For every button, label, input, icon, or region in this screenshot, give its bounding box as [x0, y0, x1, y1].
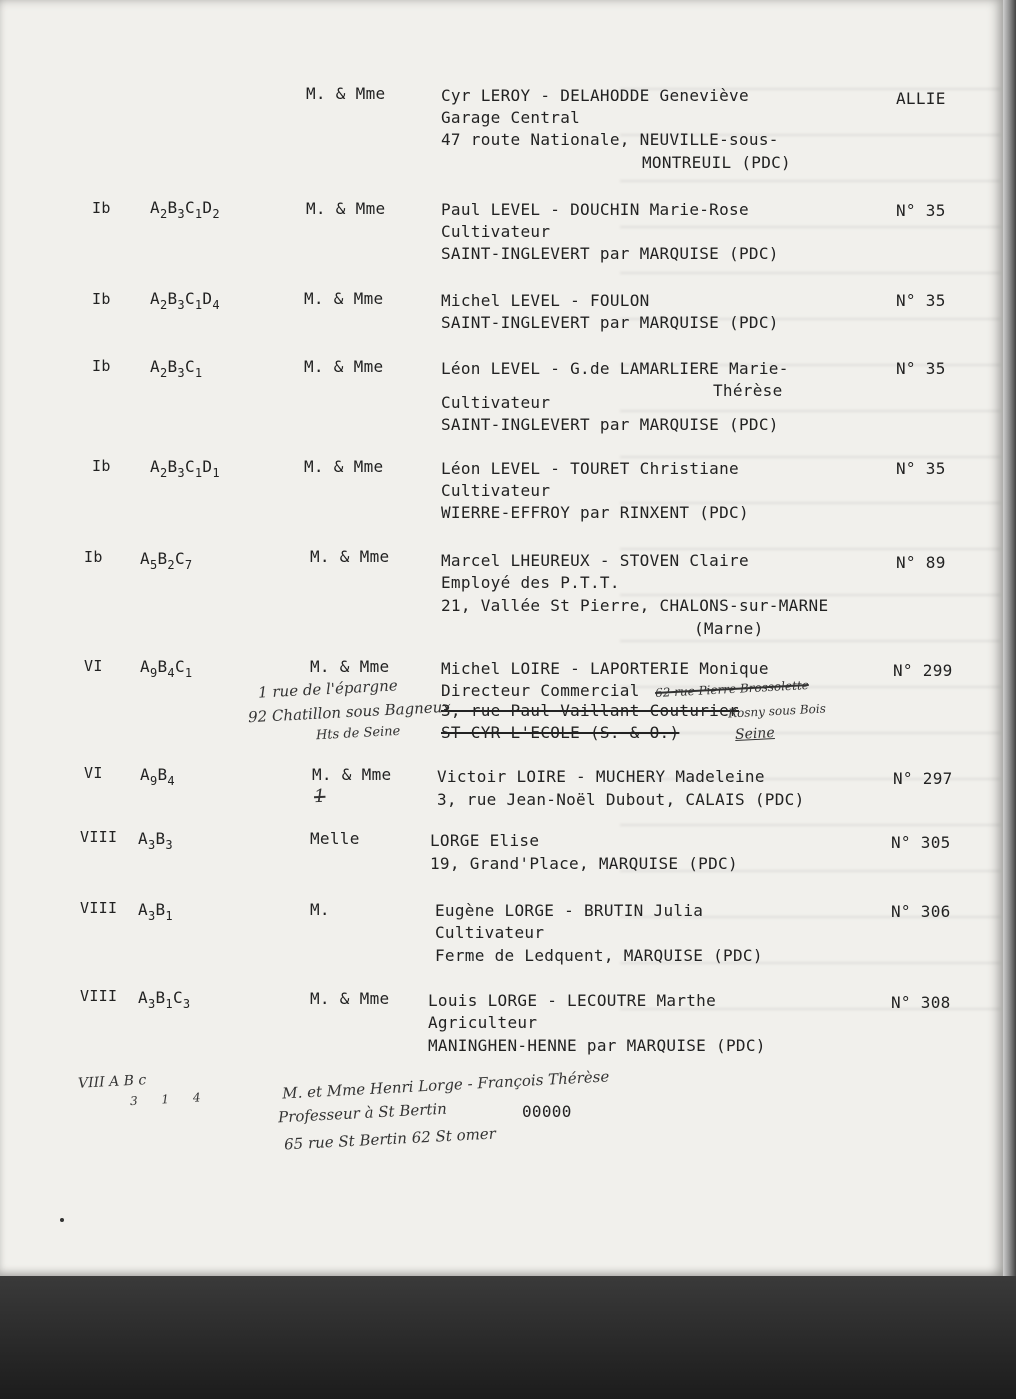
- entry-occupation: Cultivateur: [441, 481, 551, 500]
- scan-shadow: [0, 1276, 1016, 1399]
- entry-roman: Ib: [92, 290, 111, 308]
- entry-code: $A_3B_1C_3$: [138, 988, 191, 1011]
- entry-name: Cyr LEROY - DELAHODDE Geneviève: [441, 86, 749, 105]
- entry-number: N° 299: [893, 661, 953, 680]
- entry-occupation: Cultivateur: [435, 923, 545, 942]
- entry-address: SAINT-INGLEVERT par MARQUISE (PDC): [441, 415, 779, 434]
- entry-roman: Ib: [92, 457, 111, 475]
- entry-address: 47 route Nationale, NEUVILLE-sous-: [441, 130, 779, 149]
- entry-occupation: Directeur Commercial: [441, 681, 640, 700]
- entry-roman: Ib: [84, 548, 103, 566]
- entry-number: N° 35: [896, 291, 946, 310]
- handwritten-code: VIII A B c: [77, 1072, 147, 1092]
- salutation: Melle: [310, 829, 360, 848]
- entry-roman: VI: [84, 657, 103, 675]
- entry-name: Léon LEVEL - TOURET Christiane: [441, 459, 739, 478]
- entry-roman: Ib: [92, 199, 111, 217]
- handwritten-code-subs: 3 1 4: [129, 1089, 211, 1109]
- entry-address: Ferme de Ledquent, MARQUISE (PDC): [435, 946, 763, 965]
- handwritten-address: 65 rue St Bertin 62 St omer: [283, 1124, 497, 1154]
- handwritten-number: 00000: [522, 1102, 572, 1121]
- entry-roman: VIII: [80, 828, 118, 846]
- entry-code: $A_3B_3$: [138, 829, 173, 852]
- entry-code: $A_2B_3C_1$: [150, 357, 203, 380]
- entry-code: $A_9B_4$: [140, 765, 175, 788]
- entry-occupation: Garage Central: [441, 108, 581, 127]
- salutation: M. & Mme: [310, 657, 390, 676]
- entry-roman: VI: [84, 764, 103, 782]
- entry-code: $A_2B_3C_1D_2$: [150, 198, 220, 221]
- handwritten-address-e: Rosny sous Bois: [727, 701, 827, 721]
- entry-name: Eugène LORGE - BRUTIN Julia: [435, 901, 704, 920]
- entry-occupation: Employé des P.T.T.: [441, 573, 620, 592]
- entry-address-cont: (Marne): [694, 619, 764, 638]
- entry-code: $A_2B_3C_1D_4$: [150, 289, 220, 312]
- entry-address: 19, Grand'Place, MARQUISE (PDC): [430, 854, 738, 873]
- salutation: M. & Mme: [306, 199, 386, 218]
- entry-roman: VIII: [80, 899, 118, 917]
- entry-address: SAINT-INGLEVERT par MARQUISE (PDC): [441, 313, 779, 332]
- handwritten-address-f: Seine: [734, 724, 776, 744]
- entry-code: $A_3B_1$: [138, 900, 173, 923]
- handwritten-address-a: 1 rue de l'épargne: [257, 676, 399, 702]
- salutation: M. & Mme: [310, 547, 390, 566]
- entry-address: SAINT-INGLEVERT par MARQUISE (PDC): [441, 244, 779, 263]
- salutation: M. & Mme: [304, 289, 384, 308]
- entry-address: WIERRE-EFFROY par RINXENT (PDC): [441, 503, 749, 522]
- entry-occupation: Cultivateur: [441, 393, 551, 412]
- entry-number: N° 35: [896, 201, 946, 220]
- entry-occupation: Cultivateur: [441, 222, 551, 241]
- entry-address: 21, Vallée St Pierre, CHALONS-sur-MARNE: [441, 596, 829, 615]
- handwritten-address-c: Hts de Seine: [315, 723, 401, 744]
- entry-number: N° 35: [896, 359, 946, 378]
- entry-name-cont: Thérèse: [713, 381, 783, 400]
- salutation: M. & Mme: [306, 84, 386, 103]
- salutation: M. & Mme: [304, 357, 384, 376]
- entry-name: Victoir LOIRE - MUCHERY Madeleine: [437, 767, 765, 786]
- entry-occupation: Agriculteur: [428, 1013, 538, 1032]
- salutation: M.: [310, 900, 330, 919]
- entry-city-struck: ST CYR L'ECOLE (S. & O.): [441, 723, 680, 742]
- entry-name: Michel LOIRE - LAPORTERIE Monique: [441, 659, 769, 678]
- entry-number: N° 35: [896, 459, 946, 478]
- entry-code: $A_9B_4C_1$: [140, 657, 193, 680]
- entry-address-struck: 3, rue Paul Vaillant Couturier: [441, 701, 739, 720]
- salutation: M. & Mme: [304, 457, 384, 476]
- entry-address: MANINGHEN-HENNE par MARQUISE (PDC): [428, 1036, 766, 1055]
- handwritten-address-d: 62 rue Pierre Brossolette: [654, 677, 810, 701]
- entry-number: N° 297: [893, 769, 953, 788]
- entry-name: Marcel LHEUREUX - STOVEN Claire: [441, 551, 749, 570]
- entry-code: $A_2B_3C_1D_1$: [150, 457, 220, 480]
- entry-roman: VIII: [80, 987, 118, 1005]
- handwritten-address-b: 92 Chatillon sous Bagneux: [247, 697, 452, 727]
- page-edge: [1003, 0, 1016, 1276]
- entry-number: ALLIE: [896, 89, 946, 108]
- handwritten-crossed-number: 1: [313, 785, 326, 808]
- entry-number: N° 306: [891, 902, 951, 921]
- salutation: M. & Mme: [312, 765, 392, 784]
- entry-roman: Ib: [92, 357, 111, 375]
- handwritten-name: M. et Mme Henri Lorge - François Thérèse: [281, 1067, 610, 1103]
- entry-number: N° 89: [896, 553, 946, 572]
- entry-name: Léon LEVEL - G.de LAMARLIERE Marie-: [441, 359, 789, 378]
- handwritten-occupation: Professeur à St Bertin: [277, 1099, 448, 1127]
- entry-name: LORGE Elise: [430, 831, 540, 850]
- entry-name: Paul LEVEL - DOUCHIN Marie-Rose: [441, 200, 749, 219]
- entry-code: $A_5B_2C_7$: [140, 549, 193, 572]
- salutation: M. & Mme: [310, 989, 390, 1008]
- entry-name: Michel LEVEL - FOULON: [441, 291, 650, 310]
- entry-number: N° 308: [891, 993, 951, 1012]
- entry-number: N° 305: [891, 833, 951, 852]
- entry-address: 3, rue Jean-Noël Dubout, CALAIS (PDC): [437, 790, 805, 809]
- entry-address-cont: MONTREUIL (PDC): [642, 153, 791, 172]
- entry-name: Louis LORGE - LECOUTRE Marthe: [428, 991, 717, 1010]
- ink-speck: [60, 1218, 64, 1222]
